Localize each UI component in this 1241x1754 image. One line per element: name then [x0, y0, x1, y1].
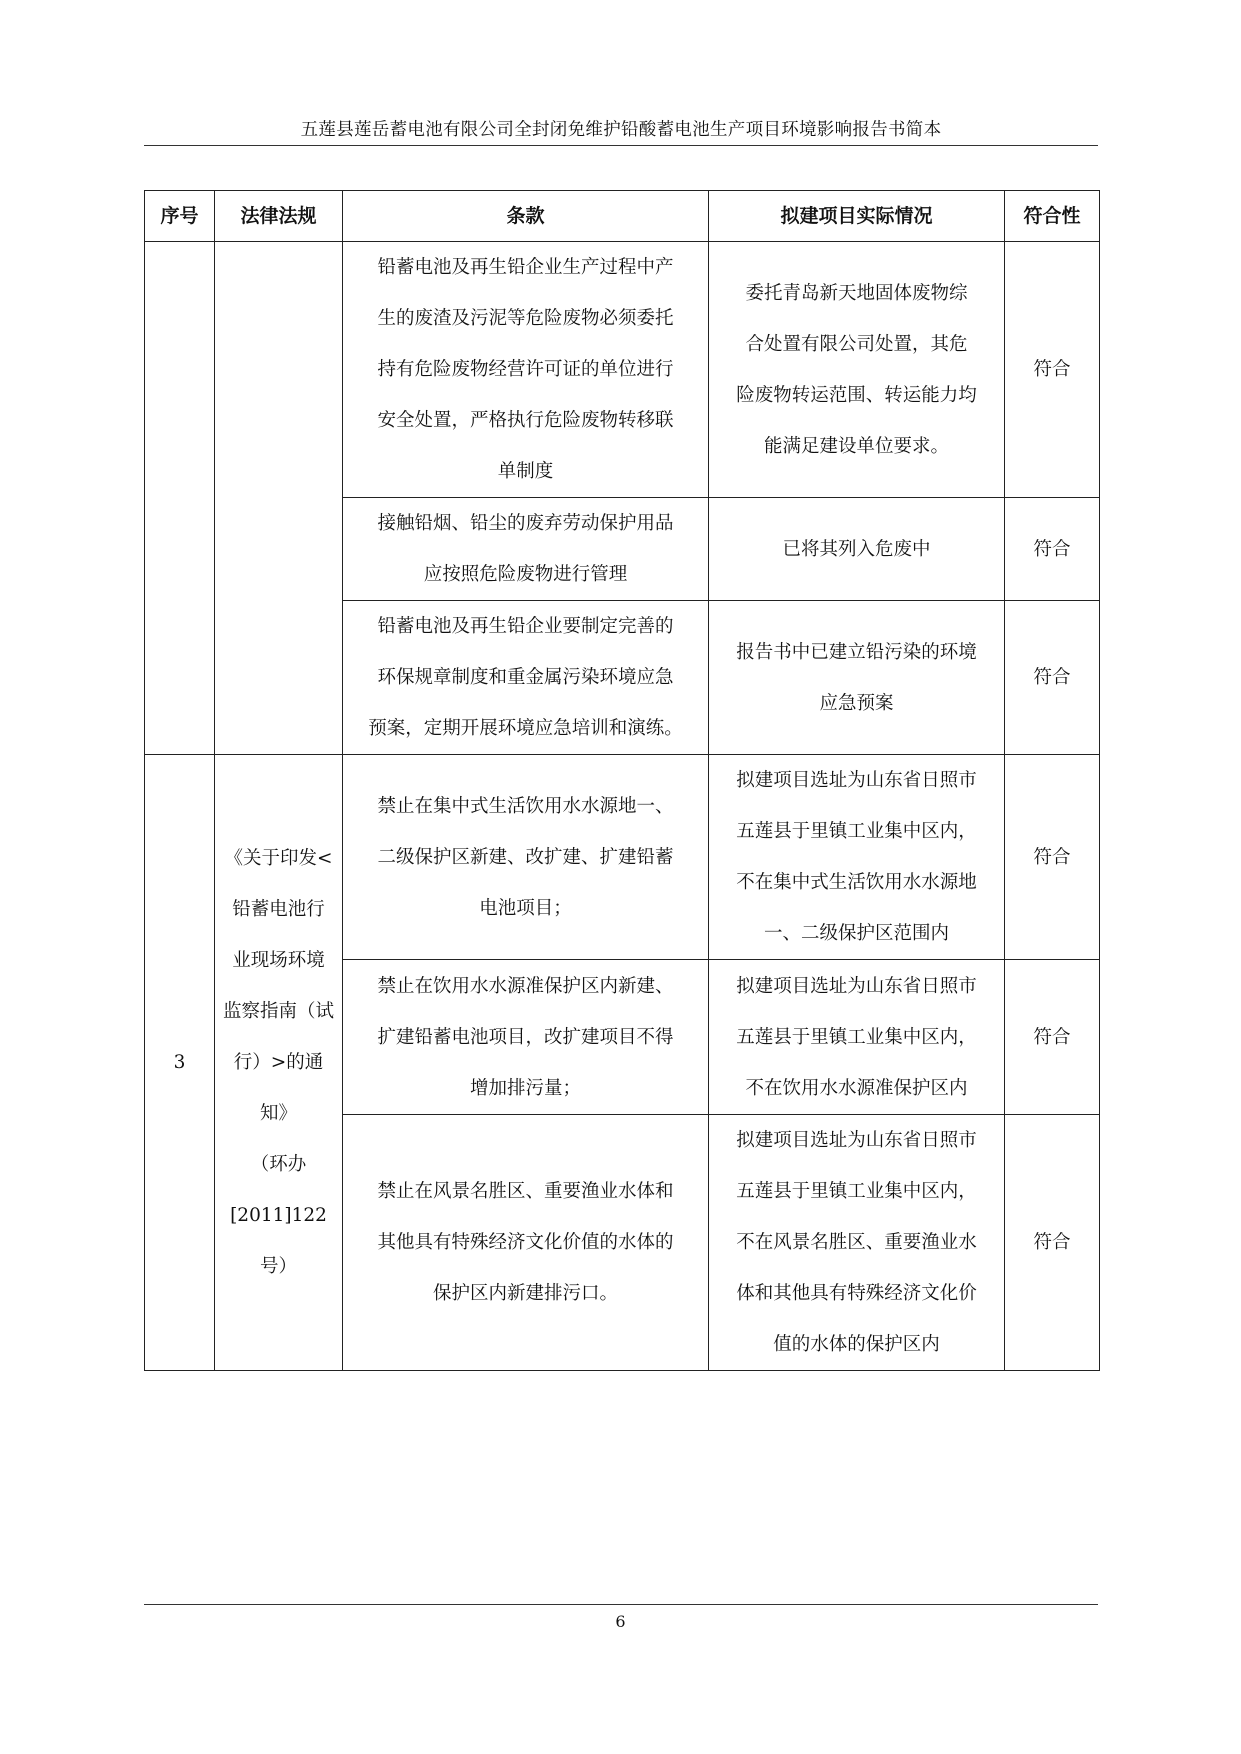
column-header-number: 序号 [145, 191, 215, 242]
clause-cell: 禁止在饮用水水源准保护区内新建、 扩建铅蓄电池项目，改扩建项目不得 增加排污量； [343, 960, 709, 1115]
column-header-law: 法律法规 [215, 191, 343, 242]
row-number-cell-continued [145, 242, 215, 755]
compliance-cell: 符合 [1005, 755, 1100, 960]
document-header: 五莲县莲岳蓄电池有限公司全封闭免维护铅酸蓄电池生产项目环境影响报告书简本 [300, 120, 942, 140]
actual-situation-cell: 已将其列入危废中 [709, 498, 1005, 601]
table-row [145, 242, 1100, 498]
actual-situation-cell: 拟建项目选址为山东省日照市 五莲县于里镇工业集中区内， 不在饮用水水源准保护区内 [709, 960, 1005, 1115]
column-header-clause: 条款 [343, 191, 709, 242]
compliance-cell: 符合 [1005, 242, 1100, 498]
table-body [145, 242, 1100, 1371]
page-number: 6 [615, 1612, 626, 1631]
table-row [145, 755, 1100, 960]
regulation-compliance-table [144, 190, 1100, 1371]
table-header [145, 191, 1100, 242]
header-rule [144, 145, 1098, 146]
law-cell: 《关于印发< 铅蓄电池行 业现场环境 监察指南（试 行）>的通知》 （环办 [2011]122 号） [215, 755, 343, 1371]
compliance-cell: 符合 [1005, 498, 1100, 601]
actual-situation-cell: 委托青岛新天地固体废物综 合处置有限公司处置，其危 险废物转运范围、转运能力均 能满足建设单位要求。 [709, 242, 1005, 498]
compliance-cell: 符合 [1005, 1115, 1100, 1371]
compliance-cell: 符合 [1005, 601, 1100, 755]
column-header-compliance: 符合性 [1005, 191, 1100, 242]
actual-situation-cell: 报告书中已建立铅污染的环境 应急预案 [709, 601, 1005, 755]
clause-cell: 禁止在风景名胜区、重要渔业水体和 其他具有特殊经济文化价值的水体的 保护区内新建排污口。 [343, 1115, 709, 1371]
law-cell-continued [215, 242, 343, 755]
actual-situation-cell: 拟建项目选址为山东省日照市 五莲县于里镇工业集中区内， 不在风景名胜区、重要渔业水 体和其他具有特殊经济文化价 值的水体的保护区内 [709, 1115, 1005, 1371]
compliance-cell: 符合 [1005, 960, 1100, 1115]
table-header-row [145, 191, 1100, 242]
clause-cell: 铅蓄电池及再生铅企业生产过程中产 生的废渣及污泥等危险废物必须委托 持有危险废物经营许可证的单位进行 安全处置，严格执行危险废物转移联 单制度 [343, 242, 709, 498]
clause-cell: 铅蓄电池及再生铅企业要制定完善的 环保规章制度和重金属污染环境应急 预案，定期开展环境应急培训和演练。 [343, 601, 709, 755]
clause-cell: 禁止在集中式生活饮用水水源地一、 二级保护区新建、改扩建、扩建铅蓄 电池项目； [343, 755, 709, 960]
actual-situation-cell: 拟建项目选址为山东省日照市 五莲县于里镇工业集中区内， 不在集中式生活饮用水水源地 一、二级保护区范围内 [709, 755, 1005, 960]
row-number-cell: 3 [145, 755, 215, 1371]
clause-cell: 接触铅烟、铅尘的废弃劳动保护用品 应按照危险废物进行管理 [343, 498, 709, 601]
footer-rule [144, 1604, 1098, 1605]
column-header-actual: 拟建项目实际情况 [709, 191, 1005, 242]
